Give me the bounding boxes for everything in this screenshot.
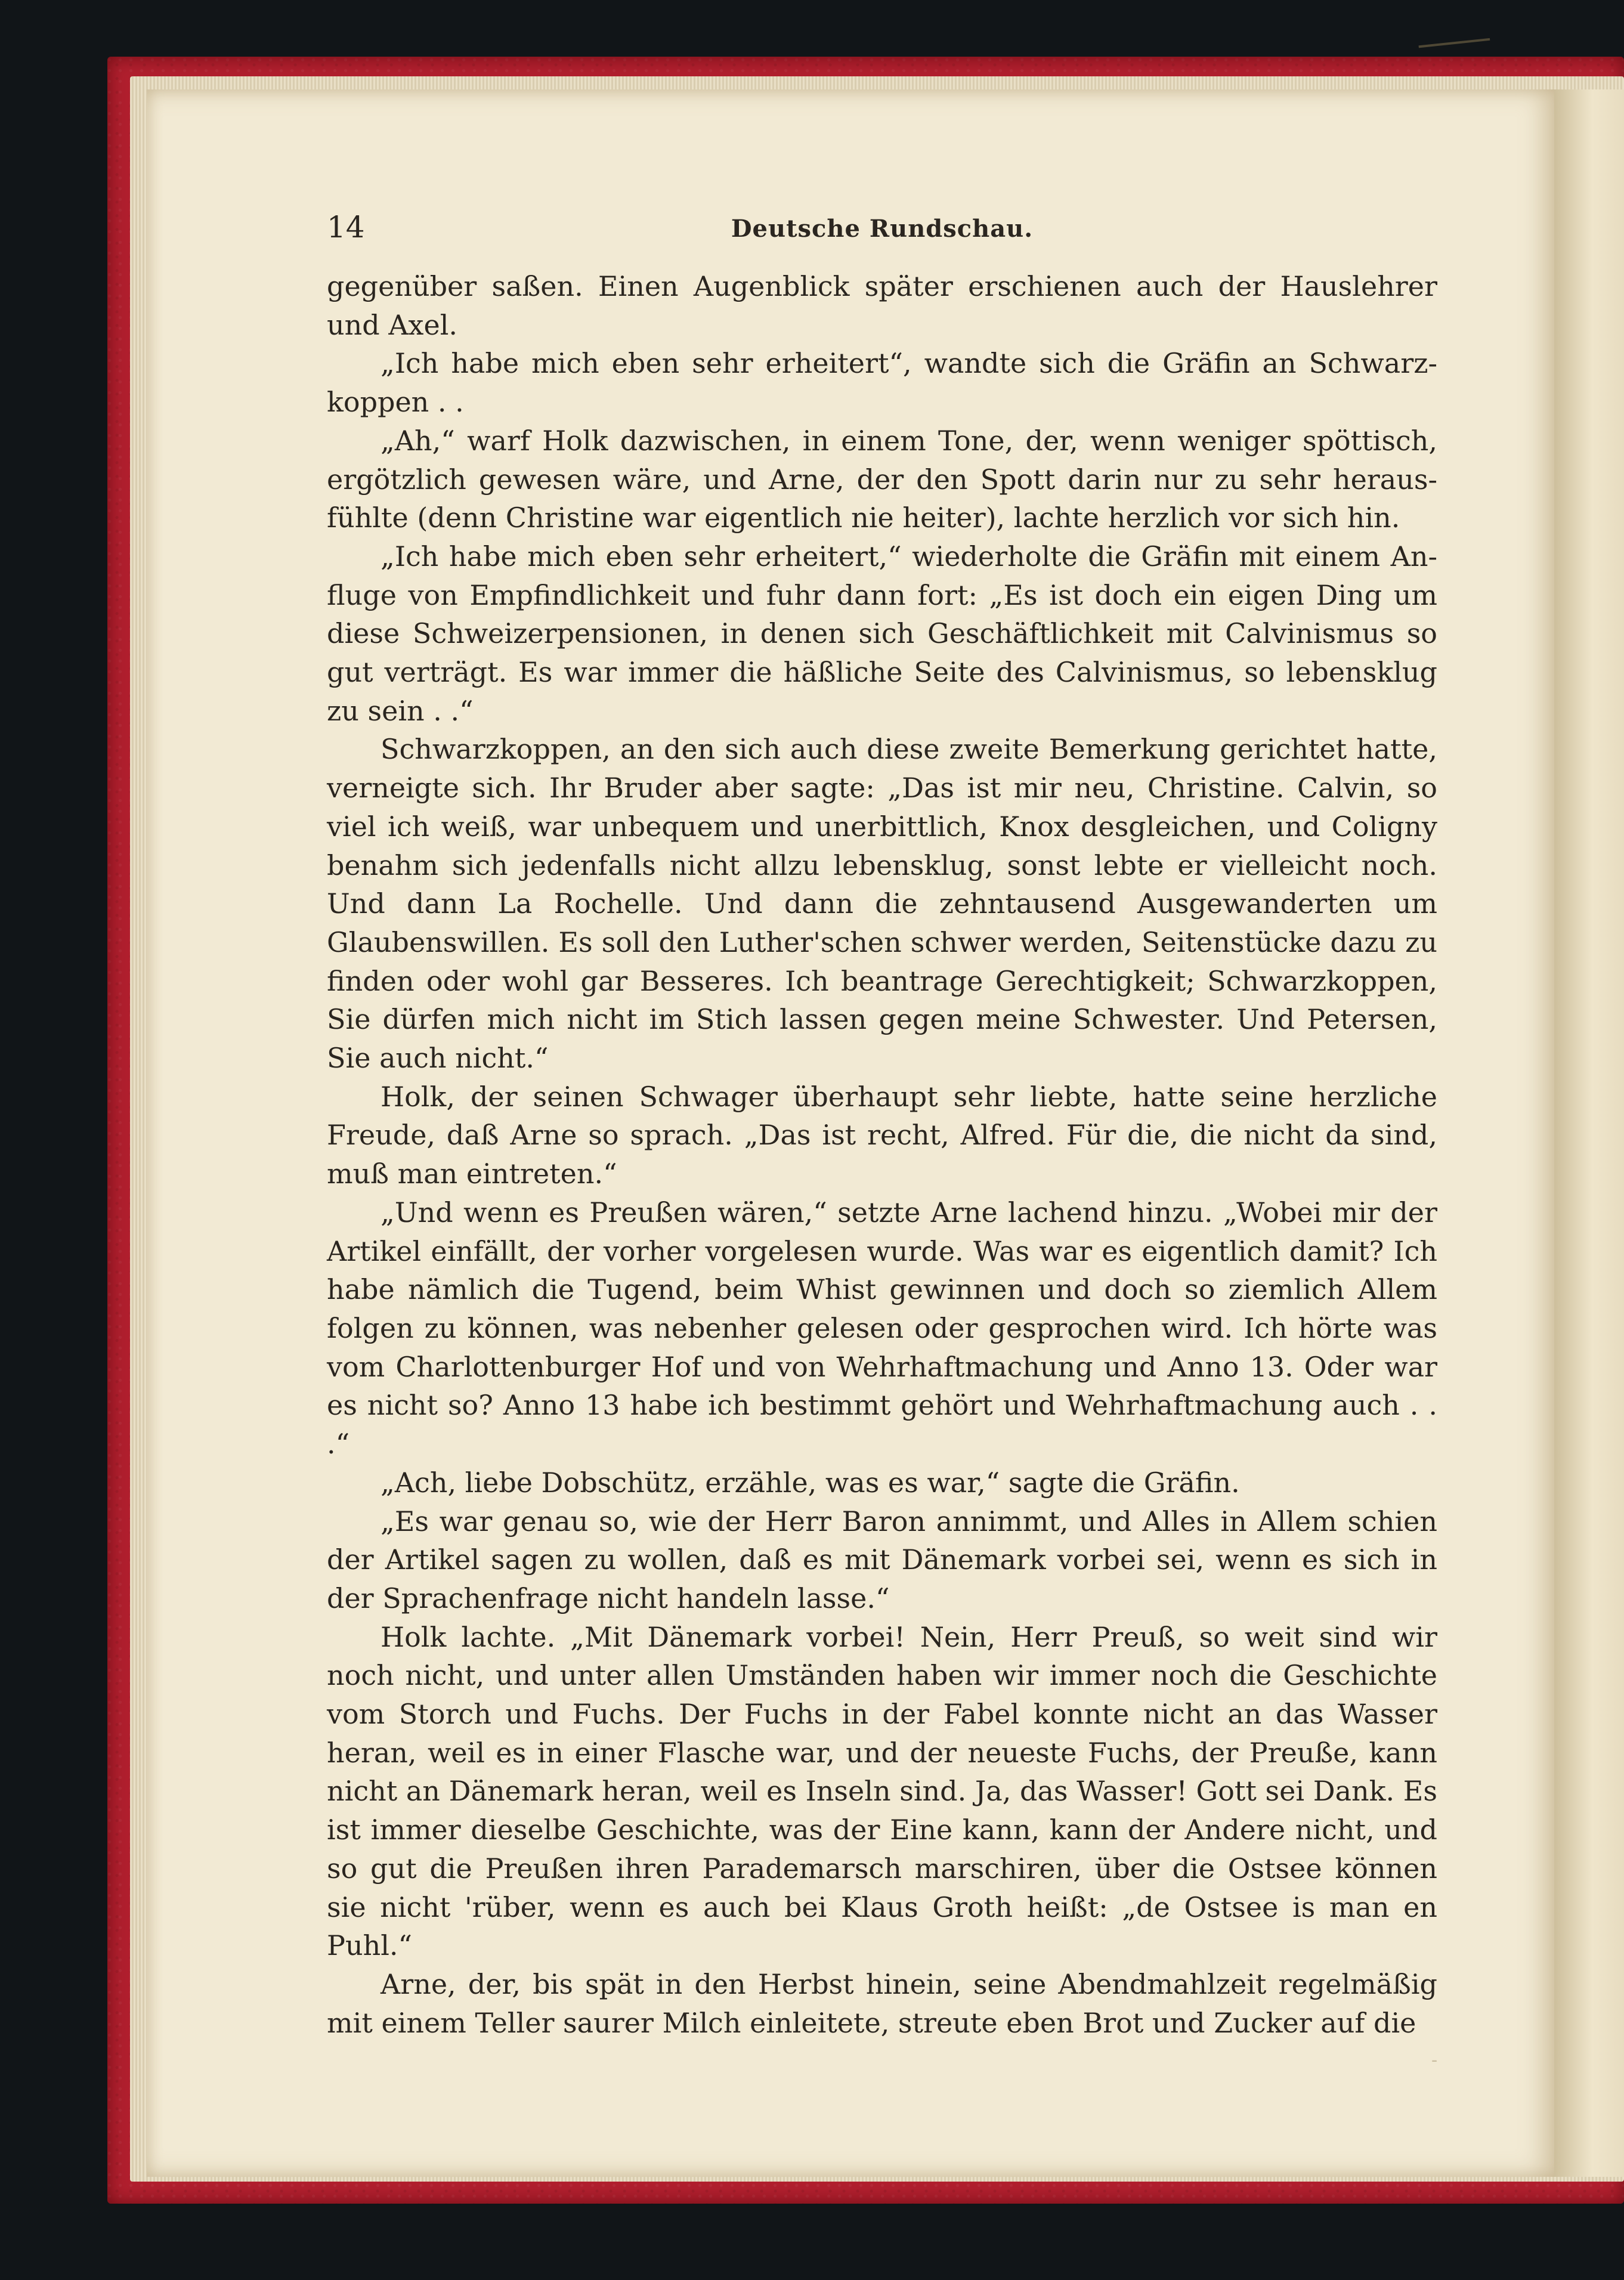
running-title: Deutsche Rundschau. xyxy=(731,215,1034,243)
paragraph: Holk, der seinen Schwager überhaupt sehr liebte, hatte seine herzliche Freude, daß Arne so sprach. „Das ist recht, Alfred. Für die, die nicht da sind, muß man eintreten.“ xyxy=(327,1080,1437,1190)
paragraph: Holk lachte. „Mit Dänemark vorbei! Nein, Herr Preuß, so weit sind wir noch nicht, und unter allen Umständen haben wir immer noch die Geschichte vom Storch und Fuchs. Der Fuchs in der Fabel konnte nicht an das Wasser heran, weil es in einer Flasche war, und der neueste Fuchs, der Preuße, kann nicht an Dänemark heran, weil es Inseln sind. Ja, das Wasser! Gott sei Dank. Es ist immer dieselbe Geschichte, was der Eine kann, kann der Andere nicht, und so gut die Preußen ihren Parademarsch marschiren, über die Ostsee können sie nicht 'rüber, wenn es auch bei Klaus Groth heißt: „de Ostsee is man en Puhl.“ xyxy=(327,1620,1437,1962)
paragraph: Schwarzkoppen, an den sich auch diese zweite Bemerkung gerichtet hatte, verneigte sich. Ihr Bruder aber sagte: „Das ist mir neu, Christine. Calvin, so viel ich weiß, war unbequem und unerbittlich, Knox desgleichen, und Coligny benahm sich jedenfalls nicht allzu lebensklug, sonst lebte er vielleicht noch. Und dann La Rochelle. Und dann die zehntausend Ausgewanderten um Glaubenswillen. Es soll den Luther'schen schwer werden, Seitenstücke dazu zu finden oder wohl gar Besseres. Ich beantrage Gerechtigkeit; Schwarzkoppen, Sie dürfen mich nicht im Stich lassen gegen meine Schwester. Und Petersen, Sie auch nicht.“ xyxy=(327,733,1437,1075)
paragraph: Arne, der, bis spät in den Herbst hinein, seine Abendmahlzeit regelmäßig mit einem Teller saurer Milch einleitete, streute eben Brot und Zucker auf die xyxy=(327,1967,1437,2039)
paragraph: „Ich habe mich eben sehr erheitert“, wandte sich die Gräfin an Schwarzkoppen . . xyxy=(327,347,1437,419)
page-number: 14 xyxy=(327,210,365,245)
paragraph: „Ah,“ warf Holk dazwischen, in einem Tone, der, wenn weniger spöttisch, ergötzlich gewesen wäre, und Arne, der den Spott darin nur zu sehr herausfühlte (denn Christine war eigentlich nie heiter), lachte herzlich vor sich hin. xyxy=(327,424,1437,534)
paragraph: „Ich habe mich eben sehr erheitert,“ wiederholte die Gräfin mit einem Anfluge von Empfindlichkeit und fuhr dann fort: „Es ist doch ein eigen Ding um diese Schweizerpensionen, in denen sich Geschäftlichkeit mit Calvinismus so gut verträgt. Es war immer die häßliche Seite des Calvinismus, so lebensklug zu sein . .“ xyxy=(327,540,1437,727)
page-header xyxy=(327,210,1437,264)
paragraph: „Und wenn es Preußen wären,“ setzte Arne lachend hinzu. „Wobei mir der Artikel einfällt, der vorher vorgelesen wurde. Was war es eigentlich damit? Ich habe nämlich die Tugend, beim Whist gewinnen und doch so ziemlich Allem folgen zu können, was nebenher gelesen oder gesprochen wird. Ich hörte was vom Charlottenburger Hof und von Wehrhaftmachung und Anno 13. Oder war es nicht so? Anno 13 habe ich bestimmt gehört und Wehrhaftmachung auch . . .“ xyxy=(327,1196,1437,1461)
paragraph: „Ach, liebe Dobschütz, erzähle, was es war,“ sagte die Gräfin. xyxy=(381,1466,1240,1499)
margin-mark: ‐ xyxy=(1431,2050,1438,2071)
body-text xyxy=(327,267,1437,2042)
paragraph: „Es war genau so, wie der Herr Baron annimmt, und Alles in Allem schien der Artikel sagen zu wollen, daß es mit Dänemark vorbei sei, wenn es sich in der Sprachenfrage nicht handeln lasse.“ xyxy=(327,1505,1437,1614)
page-gutter xyxy=(1554,89,1624,2177)
paragraph: gegenüber saßen. Einen Augenblick später erschienen auch der Hauslehrer und Axel. xyxy=(327,270,1437,341)
